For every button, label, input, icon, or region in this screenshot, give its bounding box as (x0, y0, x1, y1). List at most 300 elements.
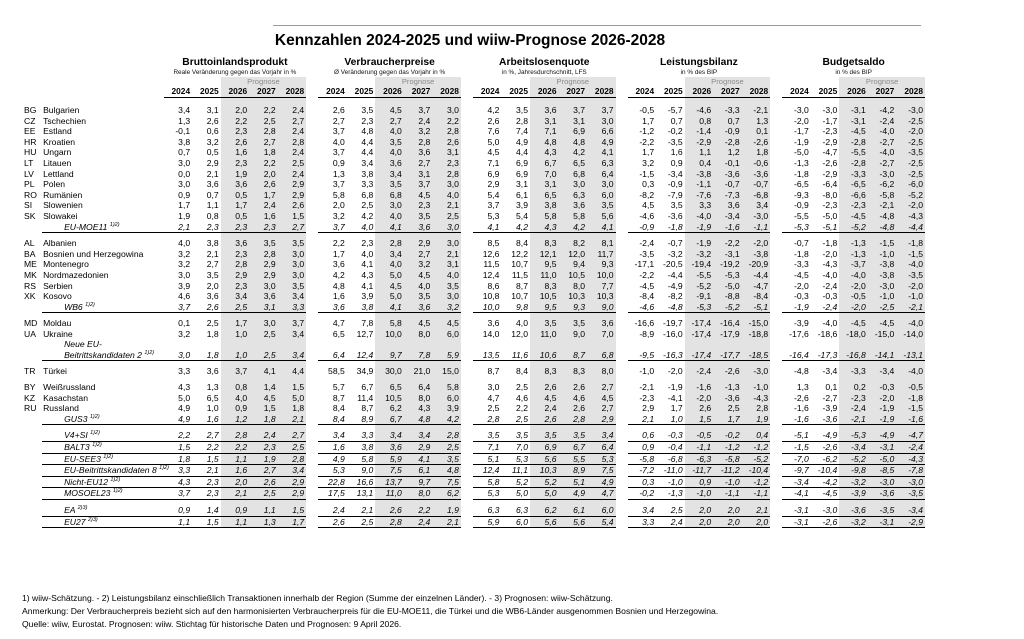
value-cell: 2,6 (432, 137, 461, 148)
value-cell: 30,0 (375, 366, 404, 377)
group-title: Leistungsbilanz (660, 57, 738, 68)
row-label (42, 318, 164, 329)
value-cell: 2,7 (375, 116, 404, 127)
row-name: Russland (43, 403, 79, 414)
value-cell: -2,4 (839, 403, 868, 414)
value-cell: -5,3 (782, 222, 811, 233)
row-name: Slowenien (43, 200, 83, 211)
value-cell: 10,5 (559, 270, 588, 281)
value-cell: -1,5 (868, 238, 897, 249)
value-cell: -2,5 (896, 158, 925, 169)
value-cell: 9,4 (559, 259, 588, 270)
value-cell: -6,6 (839, 190, 868, 201)
value-cell: 2,8 (432, 169, 461, 180)
value-cell: -5,2 (713, 302, 742, 313)
row-label (42, 393, 164, 404)
value-cell: 3,0 (178, 269, 191, 280)
value-cell: 0,7 (178, 147, 191, 158)
value-cell: 11,0 (530, 270, 559, 281)
value-cell: 3,8 (530, 200, 559, 211)
value-cell: 3,6 (559, 200, 588, 211)
value-cell: 8,3 (530, 238, 559, 249)
value-cell: 2,4 (249, 200, 278, 211)
value-cell: 2,1 (206, 168, 219, 179)
row-name: Albanien (43, 238, 77, 249)
value-cell: 2,0 (249, 169, 278, 180)
prognose-label: Prognose (221, 77, 307, 86)
value-cell: 2,6 (278, 200, 307, 211)
value-cell: 2,0 (713, 516, 742, 528)
value-cell: -2,5 (896, 116, 925, 127)
value-cell: 1,5 (192, 453, 221, 465)
value-cell: 3,3 (685, 200, 714, 211)
value-cell: -3,9 (822, 403, 838, 414)
value-cell: 1,7 (249, 190, 278, 201)
indicator-table (22, 56, 925, 528)
value-cell: 4,4 (516, 147, 528, 158)
value-cell: -1,8 (656, 222, 685, 233)
value-cell: -2,2 (713, 238, 742, 249)
value-cell: -0,7 (742, 179, 771, 190)
value-cell: 3,9 (432, 403, 461, 414)
value-cell: -3,9 (793, 318, 809, 329)
value-cell: 3,2 (206, 136, 219, 147)
value-cell: 3,6 (375, 158, 404, 169)
value-cell: 3,6 (206, 291, 219, 302)
country-row (22, 281, 925, 292)
value-cell: 7,1 (487, 157, 500, 168)
value-cell: 13,7 (375, 476, 404, 488)
value-cell: 4,5 (404, 270, 433, 281)
value-cell: 8,9 (559, 465, 588, 477)
value-cell: -4,0 (839, 270, 868, 281)
value-cell: -3,0 (793, 105, 809, 115)
value-cell: -2,1 (742, 105, 771, 116)
value-cell: 8,9 (347, 414, 376, 425)
value-cell: 3,5 (530, 318, 559, 329)
footnotes (22, 592, 718, 631)
value-cell: -3,4 (667, 168, 683, 179)
value-cell: -0,5 (685, 430, 714, 441)
value-cell: 6,5 (559, 158, 588, 169)
value-cell: 2,5 (361, 200, 374, 211)
row-name: Nicht-EU12 (64, 476, 109, 487)
year-header: 2026 (839, 86, 868, 98)
value-cell: 3,5 (278, 281, 307, 292)
row-name: Kasachstan (43, 392, 88, 403)
row-name: Rumänien (43, 189, 83, 200)
value-cell: -14,1 (868, 339, 897, 361)
value-cell: -5,2 (896, 190, 925, 201)
value-cell: 0,7 (206, 189, 219, 200)
value-cell: -2,6 (793, 392, 809, 403)
value-cell: -11,0 (656, 465, 685, 477)
value-cell: -5,2 (839, 453, 868, 465)
country-row (22, 147, 925, 158)
value-cell: -1,3 (839, 238, 868, 249)
value-cell: 9,3 (587, 259, 616, 270)
value-cell: 2,5 (278, 158, 307, 169)
value-cell: 2,7 (206, 259, 219, 270)
row-name: Lettland (43, 168, 74, 179)
footnote-anmerkung: Anmerkung: Der Verbraucherpreis bezieht sich auf den harmonisierten Verbraucherpreis für die EU-MOE11, die Türkei und die WB6-Länder ausgenommen Bosnien und Herzegowina. (22, 606, 719, 616)
value-cell: -2,1 (896, 302, 925, 313)
country-row (22, 105, 925, 116)
value-cell: -17,4 (685, 329, 714, 340)
aggregate-row (22, 339, 925, 361)
value-cell: -2,4 (868, 116, 897, 127)
value-cell: 3,7 (318, 222, 347, 233)
value-cell: 4,0 (332, 136, 345, 147)
value-cell: 1,9 (221, 169, 250, 180)
value-cell: 2,5 (501, 414, 530, 425)
value-cell: -3,8 (742, 249, 771, 260)
value-cell: 4,2 (559, 147, 588, 158)
value-cell: 17,5 (318, 488, 347, 500)
value-cell: 2,2 (404, 505, 433, 516)
value-cell: 7,8 (404, 339, 433, 361)
value-cell: -2,2 (639, 136, 655, 147)
value-cell: -0,5 (639, 105, 655, 115)
footnote-ref: 1)2) (89, 413, 100, 420)
value-cell: 3,0 (278, 259, 307, 270)
value-cell: 2,6 (192, 302, 221, 313)
value-cell: -2,0 (667, 366, 683, 377)
value-cell: -1,2 (742, 442, 771, 454)
value-cell: 2,5 (432, 211, 461, 222)
row-label (42, 137, 164, 148)
value-cell: 7,5 (432, 476, 461, 488)
value-cell: 2,7 (192, 430, 221, 441)
value-cell: 6,8 (375, 190, 404, 201)
value-cell: -1,9 (685, 222, 714, 233)
value-cell: 1,7 (713, 414, 742, 425)
value-cell: -7,9 (667, 189, 683, 200)
value-cell: -2,9 (896, 516, 925, 528)
country-row (22, 179, 925, 190)
value-cell: 1,1 (685, 147, 714, 158)
value-cell: -14,0 (896, 329, 925, 340)
value-cell: 2,0 (742, 516, 771, 528)
value-cell: -3,6 (811, 414, 840, 425)
value-cell: 1,8 (164, 453, 193, 465)
value-cell: 4,5 (530, 393, 559, 404)
value-cell: 1,1 (221, 516, 250, 528)
value-cell: -4,4 (896, 222, 925, 233)
value-cell: 4,3 (361, 269, 374, 280)
country-code: UA (24, 328, 36, 339)
value-cell: 2,8 (221, 430, 250, 441)
value-cell: -3,0 (868, 476, 897, 488)
value-cell: 4,3 (530, 222, 559, 233)
value-cell: 3,0 (487, 382, 500, 393)
value-cell: 3,0 (278, 249, 307, 260)
value-cell: 1,9 (249, 453, 278, 465)
value-cell: -4,9 (868, 430, 897, 441)
value-cell: 10,0 (375, 329, 404, 340)
country-code: BG (24, 105, 37, 115)
value-cell: 2,7 (332, 115, 345, 126)
value-cell: 2,5 (249, 116, 278, 127)
value-cell: -16,3 (656, 339, 685, 361)
country-code: ME (24, 259, 37, 270)
country-code: SI (24, 200, 33, 211)
aggregate-row (22, 414, 925, 425)
value-cell: -2,0 (839, 281, 868, 292)
value-cell: 8,4 (332, 403, 345, 414)
row-name: BALT3 (64, 442, 90, 453)
group-title: Bruttoinlandsprodukt (182, 57, 288, 68)
value-cell: 4,0 (375, 126, 404, 137)
value-cell: 3,0 (559, 179, 588, 190)
value-cell: 1,5 (249, 403, 278, 414)
row-name: Tschechien (43, 115, 87, 126)
value-cell: 1,2 (221, 414, 250, 425)
value-cell: 7,0 (587, 329, 616, 340)
value-cell: 4,9 (587, 476, 616, 488)
value-cell: -4,3 (822, 259, 838, 270)
value-cell: 3,5 (361, 105, 374, 115)
value-cell: 3,0 (432, 291, 461, 302)
aggregate-row (22, 442, 925, 454)
value-cell: 6,3 (473, 505, 502, 516)
value-cell: 9,0 (347, 465, 376, 477)
value-cell: -3,0 (868, 169, 897, 180)
row-name: Kroatien (43, 136, 76, 147)
value-cell: 2,7 (278, 430, 307, 441)
value-cell: -1,3 (793, 157, 809, 168)
value-cell: 1,8 (249, 414, 278, 425)
value-cell: 2,1 (432, 200, 461, 211)
group-title-row (22, 56, 925, 69)
value-cell: 4,8 (404, 414, 433, 425)
value-cell: 2,2 (516, 403, 528, 414)
value-cell: 6,7 (559, 442, 588, 454)
value-cell: 3,8 (206, 238, 219, 249)
value-cell: -3,1 (713, 249, 742, 260)
country-code (22, 488, 42, 500)
value-cell: 6,9 (530, 442, 559, 454)
value-cell: 3,7 (164, 302, 193, 313)
value-cell: -2,8 (839, 137, 868, 148)
value-cell: -1,8 (896, 393, 925, 404)
value-cell: -6,8 (742, 190, 771, 201)
value-cell: -1,8 (896, 238, 925, 249)
country-code (22, 414, 42, 425)
row-label (42, 453, 164, 465)
country-row (22, 169, 925, 180)
value-cell: 0,4 (685, 158, 714, 169)
country-row (22, 249, 925, 260)
value-cell: 4,0 (375, 147, 404, 158)
value-cell: -3,4 (822, 366, 838, 377)
value-cell: 7,4 (516, 126, 528, 137)
value-cell: -3,6 (868, 488, 897, 500)
value-cell: 2,2 (432, 116, 461, 127)
value-cell: 4,2 (361, 210, 374, 221)
row-label (42, 238, 164, 249)
footnote-ref: 1)2) (103, 453, 114, 460)
value-cell: -6,5 (793, 179, 809, 190)
value-cell: 0,2 (839, 382, 868, 393)
value-cell: 5,0 (178, 392, 191, 403)
value-cell: -19,4 (685, 259, 714, 270)
footnote-ref: 1)2) (92, 442, 102, 449)
value-cell: -1,9 (667, 382, 683, 393)
value-cell: 58,5 (328, 366, 345, 377)
value-cell: 5,8 (375, 318, 404, 329)
row-name: Bulgarien (43, 105, 80, 115)
value-cell: -2,0 (896, 126, 925, 137)
value-cell: -8,4 (639, 291, 655, 302)
footnote-quelle: Quelle: wiiw, Eurostat. Prognosen: wiiw. Stichtag für historische Daten und Prognosen: 9 April 2026. (22, 619, 402, 629)
value-cell: -6,2 (811, 453, 840, 465)
value-cell: -13,1 (896, 339, 925, 361)
value-cell: -1,5 (782, 442, 811, 454)
value-cell: 5,4 (487, 189, 500, 200)
value-cell: -0,2 (713, 430, 742, 441)
value-cell: 2,1 (347, 505, 376, 516)
value-cell: 2,7 (249, 465, 278, 477)
value-cell: 2,9 (487, 179, 500, 190)
value-cell: 2,8 (249, 126, 278, 137)
row-label (42, 302, 164, 313)
value-cell: 5,8 (473, 476, 502, 488)
value-cell: -1,3 (839, 249, 868, 260)
value-cell: 5,0 (487, 136, 500, 147)
value-cell: 2,1 (206, 248, 219, 259)
value-cell: 3,7 (487, 200, 500, 211)
value-cell: 6,1 (559, 505, 588, 516)
value-cell: -3,0 (896, 476, 925, 488)
row-label (42, 476, 164, 488)
value-cell: 9,7 (404, 476, 433, 488)
year-header: 2026 (375, 86, 404, 98)
value-cell: 12,2 (511, 248, 528, 259)
value-cell: 4,9 (559, 488, 588, 500)
value-cell: 2,1 (742, 505, 771, 516)
value-cell: -2,0 (793, 280, 809, 291)
value-cell: -5,3 (839, 430, 868, 441)
prognose-label: Prognose (685, 77, 771, 86)
value-cell: 6,7 (361, 382, 374, 393)
value-cell: -17,9 (713, 329, 742, 340)
value-cell: 1,9 (178, 210, 191, 221)
value-cell: 2,4 (404, 116, 433, 127)
value-cell: 3,6 (487, 318, 500, 329)
value-cell: 10,0 (473, 302, 502, 313)
value-cell: -7,3 (713, 190, 742, 201)
value-cell: 4,2 (559, 222, 588, 233)
value-cell: 1,8 (192, 339, 221, 361)
value-cell: 3,4 (375, 169, 404, 180)
value-cell: -4,2 (868, 105, 897, 116)
value-cell: 1,4 (249, 382, 278, 393)
value-cell: 3,7 (404, 179, 433, 190)
value-cell: 4,1 (361, 259, 374, 270)
value-cell: 4,5 (375, 281, 404, 292)
value-cell: -5,2 (839, 222, 868, 233)
value-cell: -3,4 (896, 505, 925, 516)
value-cell: -3,7 (839, 259, 868, 270)
value-cell: 4,1 (587, 147, 616, 158)
value-cell: 4,0 (404, 281, 433, 292)
value-cell: 5,8 (332, 189, 345, 200)
value-cell: -8,2 (639, 189, 655, 200)
value-cell: -1,1 (742, 488, 771, 500)
value-cell: -2,1 (839, 414, 868, 425)
value-cell: 4,1 (249, 366, 278, 377)
spacer (22, 98, 925, 106)
value-cell: 2,2 (249, 105, 278, 116)
value-cell: -9,5 (628, 339, 657, 361)
value-cell: -3,0 (742, 366, 771, 377)
year-header: 2027 (868, 86, 897, 98)
value-cell: -4,0 (868, 147, 897, 158)
value-cell: 2,2 (164, 430, 193, 441)
value-cell: 7,1 (473, 442, 502, 454)
country-code: TR (24, 366, 36, 377)
value-cell: 2,4 (278, 169, 307, 180)
value-cell: 4,5 (432, 318, 461, 329)
value-cell: 3,8 (361, 168, 374, 179)
value-cell: 14,0 (482, 328, 500, 339)
value-cell: -6,8 (656, 453, 685, 465)
value-cell: -4,6 (685, 105, 714, 116)
value-cell: 3,7 (332, 126, 345, 137)
value-cell: -0,2 (628, 488, 657, 500)
value-cell: 2,8 (221, 259, 250, 270)
value-cell: -3,6 (713, 393, 742, 404)
value-cell: -1,3 (656, 488, 685, 500)
value-cell: 10,5 (375, 393, 404, 404)
value-cell: 8,3 (559, 366, 588, 377)
value-cell: 3,6 (206, 179, 219, 190)
value-cell: 3,1 (516, 179, 528, 190)
value-cell: 2,3 (404, 200, 433, 211)
value-cell: 3,0 (178, 157, 191, 168)
value-cell: 12,0 (559, 249, 588, 260)
value-cell: 7,5 (587, 465, 616, 477)
value-cell: 2,9 (206, 157, 219, 168)
value-cell: 3,5 (375, 179, 404, 190)
value-cell: 3,0 (249, 281, 278, 292)
value-cell: 10,3 (587, 291, 616, 302)
value-cell: -2,3 (839, 393, 868, 404)
value-cell: -4,0 (822, 318, 838, 329)
value-cell: 0,8 (206, 210, 219, 221)
value-cell: 8,0 (404, 329, 433, 340)
value-cell: -17,3 (811, 339, 840, 361)
value-cell: 5,6 (587, 211, 616, 222)
value-cell: 3,7 (404, 105, 433, 116)
value-cell: 0,8 (221, 382, 250, 393)
aggregate-row (22, 488, 925, 500)
value-cell: -2,4 (639, 238, 655, 249)
value-cell: -1,0 (685, 488, 714, 500)
value-cell: -8,9 (639, 328, 655, 339)
value-cell: 13,1 (347, 488, 376, 500)
value-cell: -2,7 (868, 158, 897, 169)
value-cell: 2,5 (249, 488, 278, 500)
value-cell: 4,9 (164, 414, 193, 425)
value-cell: 6,9 (487, 168, 500, 179)
group-subtitle: Ø Veränderung gegen das Vorjahr in % (333, 69, 446, 76)
value-cell: -4,0 (896, 318, 925, 329)
value-cell: -2,4 (896, 442, 925, 454)
row-label (42, 488, 164, 500)
value-cell: -3,2 (839, 516, 868, 528)
